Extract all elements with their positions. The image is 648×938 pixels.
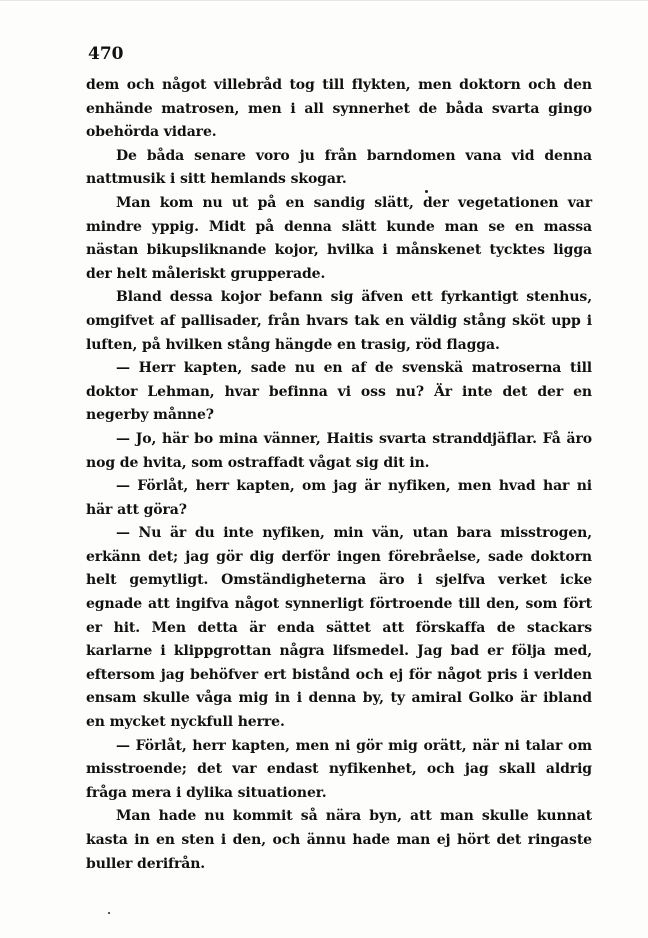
ink-speck bbox=[425, 190, 428, 193]
page-number: 470 bbox=[88, 44, 124, 64]
paragraph-7: — Förlåt, herr kapten, om jag är nyfiken, men hvad har ni här att göra? bbox=[86, 478, 592, 518]
paragraph-5: — Herr kapten, sade nu en af de svenskä matroserna till doktor Lehman, hvar befinna vi oss nu? Är inte det der en negerby månne? bbox=[86, 360, 592, 424]
paragraph-4: Bland dessa kojor befann sig äfven ett fyrkantigt stenhus, omgifvet af pallisader, från hvars tak en väldig stång sköt upp i luften, på hvilken stång hängde en trasig, röd flagga. bbox=[86, 289, 592, 353]
paragraph-1: dem och något villebråd tog till flykten, men doktorn och den enhände matrosen, men i all synnerhet de båda svarta gingo obehörda vidare. bbox=[86, 77, 592, 141]
ink-speck bbox=[108, 912, 110, 914]
paragraph-6: — Jo, här bo mina vänner, Haitis svarta stranddjäflar. Få äro nog de hvita, som ostraffadt vågat sig dit in. bbox=[86, 430, 592, 471]
body-text bbox=[86, 74, 592, 876]
paragraph-9: — Förlåt, herr kapten, men ni gör mig orätt, när ni talar om misstroende; det var endast nyfikenhet, och jag skall aldrig fråga mera i dylika situationer. bbox=[86, 737, 592, 801]
paragraph-3: Man kom nu ut på en sandig slätt, der vegetationen var mindre yppig. Midt på denna slätt kunde man se en massa nästan bikupsliknande kojor, hvilka i månskenet tycktes ligga der helt måleriskt grupperade. bbox=[86, 194, 592, 282]
paragraph-2: De båda senare voro ju från barndomen vana vid denna nattmusik i sitt hemlands skogar. bbox=[86, 147, 592, 188]
paragraph-8: — Nu är du inte nyfiken, min vän, utan bara misstrogen, erkänn det; jag gör dig derför ingen förebråelse, sade doktorn helt gemytligt. Omständigheterna äro i sjelfva verket icke egnade att ingifva något synnerligt förtroende till den, som fört er hit. Men detta är enda sättet att förskaffa de stackars karlarne i klippgrottan några lifsmedel. Jag bad er följa med, eftersom jag behöfver ert bistånd och ej för något pris i verlden ensam skulle våga mig in i denna by, ty amiral Golko är ibland en mycket nyckfull herre. bbox=[86, 525, 592, 731]
page-edge bbox=[0, 0, 648, 1]
paragraph-10: Man hade nu kommit så nära byn, att man skulle kunnat kasta in en sten i den, och ännu hade man ej hört det ringaste buller derifrån. bbox=[86, 808, 592, 872]
